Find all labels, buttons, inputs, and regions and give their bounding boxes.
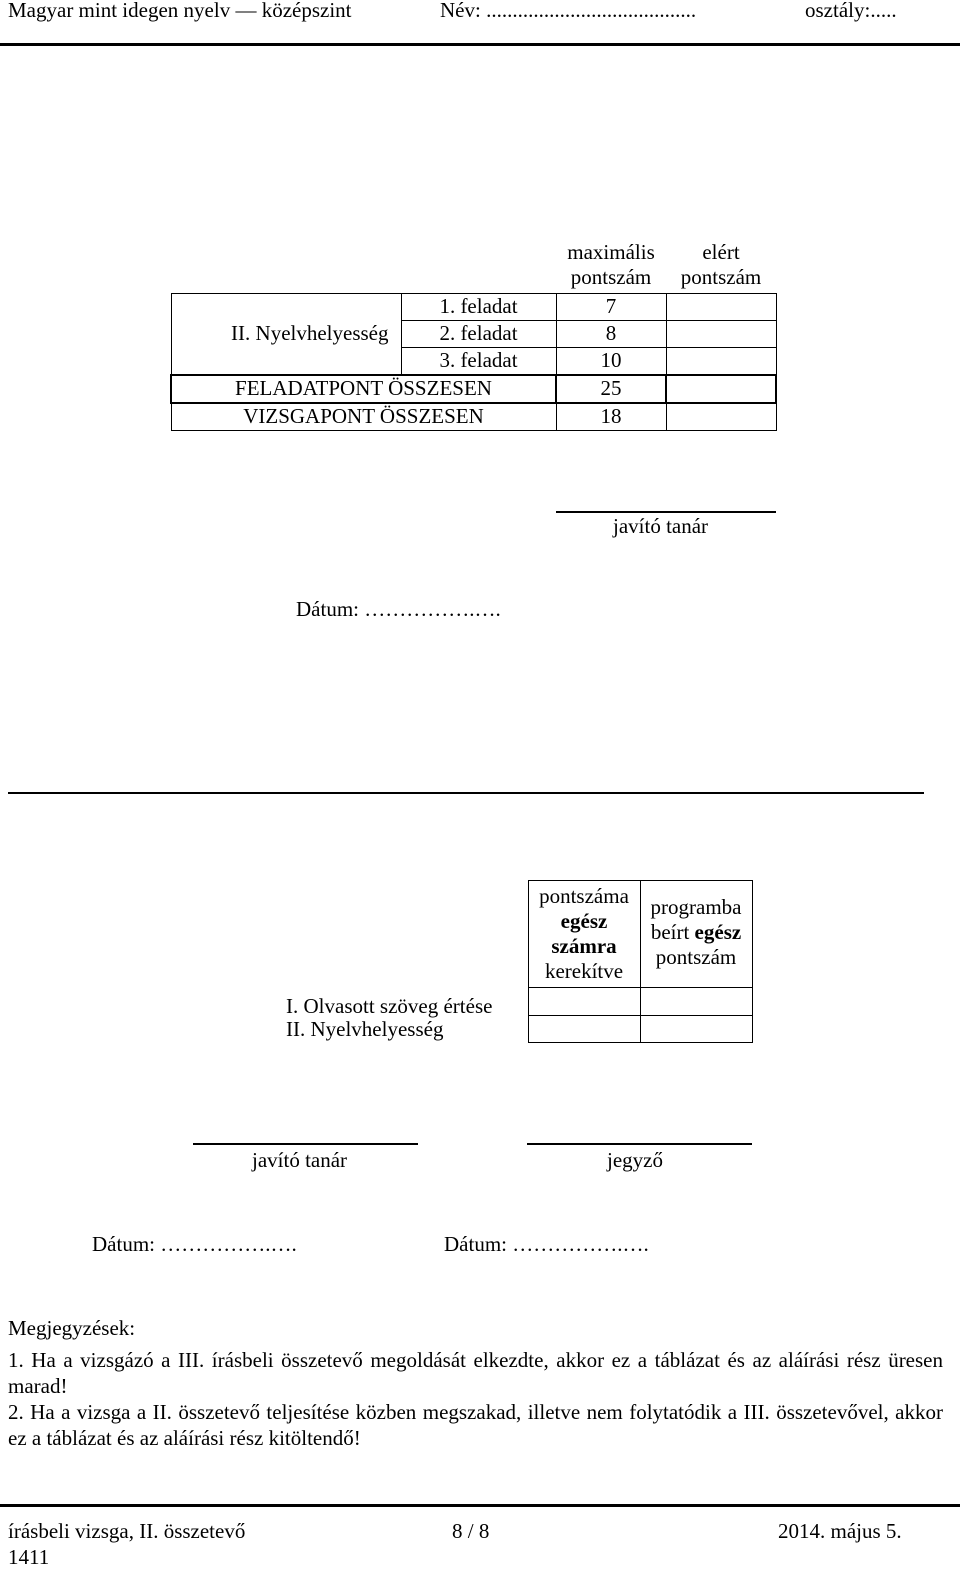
rounded-score-cell[interactable] [528, 1016, 640, 1043]
header-name-field: Név: ........................................ [440, 0, 697, 22]
note-item: 2. Ha a vizsga a II. összetevő teljesítése közben megszakad, illetve nem folytatódik a III. összetevővel, akkor ez a táblázat és az aláírási rész kitöltendő! [8, 1400, 943, 1450]
task-total-max: 25 [556, 375, 666, 403]
signature-line[interactable] [556, 511, 776, 513]
footer-code: 1411 [8, 1545, 50, 1569]
row-label: II. Nyelvhelyesség [278, 1016, 528, 1043]
signature-label-clerk: jegyző [607, 1148, 663, 1172]
section-label: II. Nyelvhelyesség [171, 293, 401, 375]
signature-line[interactable] [527, 1143, 752, 1145]
task-total-earned-cell[interactable] [666, 375, 776, 403]
exam-total-label: VIZSGAPONT ÖSSZESEN [171, 403, 556, 431]
date-field: Dátum: …………….…. [444, 1232, 649, 1256]
task-max: 8 [556, 320, 666, 347]
row-label: I. Olvasott szöveg értése [278, 988, 528, 1016]
task-label: 3. feladat [401, 347, 556, 375]
rounded-score-header: pontszáma egész számra kerekítve [528, 881, 640, 988]
earned-points-header: elért pontszám [680, 240, 762, 290]
entered-score-cell[interactable] [640, 988, 752, 1016]
rounded-score-cell[interactable] [528, 988, 640, 1016]
footer-exam: írásbeli vizsga, II. összetevő [8, 1519, 246, 1543]
task-earned-cell[interactable] [666, 320, 776, 347]
task-max: 7 [556, 293, 666, 320]
header-rule [0, 43, 960, 46]
date-field: Dátum: …………….…. [92, 1232, 297, 1256]
task-earned-cell[interactable] [666, 347, 776, 375]
signature-label-teacher: javító tanár [252, 1148, 348, 1172]
task-max: 10 [556, 347, 666, 375]
header-title: Magyar mint idegen nyelv — középszint [8, 0, 352, 22]
exam-total-earned-cell[interactable] [666, 403, 776, 431]
task-total-label: FELADATPONT ÖSSZESEN [171, 375, 556, 403]
task-label: 2. feladat [401, 320, 556, 347]
signature-label: javító tanár [613, 514, 709, 538]
signature-line[interactable] [193, 1143, 418, 1145]
header-class-field: osztály:..... [805, 0, 897, 22]
task-earned-cell[interactable] [666, 293, 776, 320]
task-label: 1. feladat [401, 293, 556, 320]
footer-date: 2014. május 5. [778, 1519, 902, 1543]
note-item: 1. Ha a vizsgázó a III. írásbeli összetevő megoldását elkezdte, akkor ez a táblázat és az aláírási rész üresen marad! [8, 1348, 943, 1398]
page-number: 8 / 8 [452, 1519, 490, 1543]
conversion-table [278, 880, 753, 1043]
footer-rule [0, 1504, 960, 1507]
notes [8, 1315, 943, 1451]
exam-total-max: 18 [556, 403, 666, 431]
entered-score-cell[interactable] [640, 1016, 752, 1043]
date-field: Dátum: …………….…. [296, 597, 501, 621]
entered-score-header: programba beírt egész pontszám [640, 881, 752, 988]
notes-title: Megjegyzések: [8, 1316, 136, 1340]
max-points-header: maximális pontszám [567, 240, 655, 290]
score-table [170, 238, 777, 431]
section-divider [8, 792, 924, 794]
